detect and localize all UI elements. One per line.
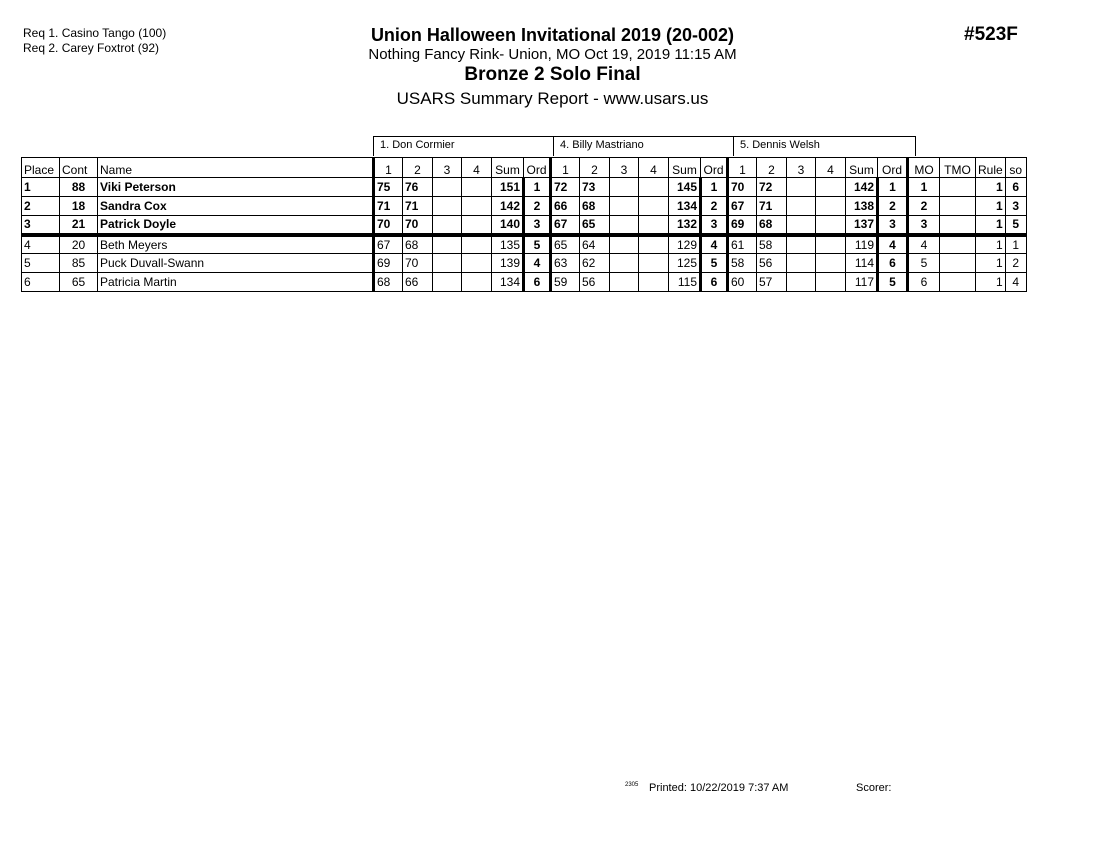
col-header-mo: MO xyxy=(908,158,940,178)
judge1-score1-cell: 69 xyxy=(374,254,403,273)
judge1-sum-cell: 134 xyxy=(492,273,524,292)
judge2-score3-cell xyxy=(610,273,639,292)
rule-cell: 1 xyxy=(976,273,1006,292)
judge2-sum-cell: 134 xyxy=(669,197,701,216)
judge2-ordinal-cell: 2 xyxy=(701,197,728,216)
judge2-sum-cell: 115 xyxy=(669,273,701,292)
judge3-score2-cell: 57 xyxy=(757,273,787,292)
judge-header-1: 1. Don Cormier xyxy=(373,136,554,156)
judge1-score3-cell xyxy=(433,254,462,273)
requirement-1: Req 1. Casino Tango (100) xyxy=(23,26,167,40)
judge2-score3-cell xyxy=(610,254,639,273)
judge2-score2-cell: 64 xyxy=(580,235,610,254)
judge2-score3-cell xyxy=(610,178,639,197)
judge2-score3-cell xyxy=(610,235,639,254)
tmo-cell xyxy=(940,216,976,235)
judge3-score3-cell xyxy=(787,216,816,235)
judge2-score4-cell xyxy=(639,216,669,235)
col-header-judge2-score3: 3 xyxy=(610,158,639,178)
judge1-sum-cell: 151 xyxy=(492,178,524,197)
judge2-score2-cell: 56 xyxy=(580,273,610,292)
place-cell: 6 xyxy=(22,273,60,292)
judge3-sum-cell: 138 xyxy=(846,197,878,216)
results-table xyxy=(21,157,1027,292)
judge1-ordinal-cell: 5 xyxy=(524,235,551,254)
judge2-score4-cell xyxy=(639,235,669,254)
col-header-judge2-score1: 1 xyxy=(551,158,580,178)
judge2-score4-cell xyxy=(639,273,669,292)
judge1-score1-cell: 67 xyxy=(374,235,403,254)
header-row xyxy=(22,158,1027,178)
col-header-judge3-score1: 1 xyxy=(728,158,757,178)
judge3-ordinal-cell: 2 xyxy=(878,197,908,216)
tmo-cell xyxy=(940,254,976,273)
event-title: Bronze 2 Solo Final xyxy=(464,64,641,85)
skater-name-cell: Viki Peterson xyxy=(98,178,374,197)
table-row xyxy=(22,197,1027,216)
judge3-score3-cell xyxy=(787,178,816,197)
col-header-judge3-ord: Ord xyxy=(878,158,908,178)
printed-timestamp: Printed: 10/22/2019 7:37 AM xyxy=(649,782,789,794)
tmo-cell xyxy=(940,273,976,292)
judge1-score2-cell: 68 xyxy=(403,235,433,254)
skater-name-cell: Beth Meyers xyxy=(98,235,374,254)
contestant-number-cell: 20 xyxy=(60,235,98,254)
judge1-score4-cell xyxy=(462,178,492,197)
judge3-sum-cell: 142 xyxy=(846,178,878,197)
col-header-judge1-score4: 4 xyxy=(462,158,492,178)
table-row xyxy=(22,273,1027,292)
place-cell: 5 xyxy=(22,254,60,273)
judge1-score3-cell xyxy=(433,178,462,197)
judge3-score4-cell xyxy=(816,197,846,216)
judge2-ordinal-cell: 6 xyxy=(701,273,728,292)
footer-code: 2305 xyxy=(625,782,639,788)
judge2-ordinal-cell: 4 xyxy=(701,235,728,254)
judge-header-3: 5. Dennis Welsh xyxy=(733,136,916,156)
table-row xyxy=(22,178,1027,197)
judge1-score2-cell: 76 xyxy=(403,178,433,197)
judge1-score1-cell: 71 xyxy=(374,197,403,216)
judge2-score4-cell xyxy=(639,254,669,273)
report-header xyxy=(300,24,805,111)
judge3-score1-cell: 60 xyxy=(728,273,757,292)
skater-name-cell: Patrick Doyle xyxy=(98,216,374,235)
judge3-sum-cell: 137 xyxy=(846,216,878,235)
so-cell: 5 xyxy=(1005,216,1026,235)
judge2-score2-cell: 68 xyxy=(580,197,610,216)
judge3-score4-cell xyxy=(816,235,846,254)
judge1-score4-cell xyxy=(462,273,492,292)
table-row xyxy=(22,235,1027,254)
judge1-ordinal-cell: 4 xyxy=(524,254,551,273)
judge3-score2-cell: 58 xyxy=(757,235,787,254)
judge1-sum-cell: 135 xyxy=(492,235,524,254)
judge3-score4-cell xyxy=(816,254,846,273)
col-header-judge1-sum: Sum xyxy=(492,158,524,178)
judge3-score3-cell xyxy=(787,235,816,254)
judge3-ordinal-cell: 1 xyxy=(878,178,908,197)
place-cell: 1 xyxy=(22,178,60,197)
judge3-score1-cell: 70 xyxy=(728,178,757,197)
col-header-judge1-score3: 3 xyxy=(433,158,462,178)
col-header-so: so xyxy=(1005,158,1026,178)
judge3-score1-cell: 67 xyxy=(728,197,757,216)
tmo-cell xyxy=(940,178,976,197)
judge2-score2-cell: 65 xyxy=(580,216,610,235)
col-header-cont: Cont xyxy=(60,158,98,178)
rule-cell: 1 xyxy=(976,254,1006,273)
judge1-ordinal-cell: 1 xyxy=(524,178,551,197)
rule-cell: 1 xyxy=(976,197,1006,216)
judge2-ordinal-cell: 3 xyxy=(701,216,728,235)
mo-cell: 2 xyxy=(908,197,940,216)
col-header-judge3-sum: Sum xyxy=(846,158,878,178)
judge1-ordinal-cell: 2 xyxy=(524,197,551,216)
skater-name-cell: Patricia Martin xyxy=(98,273,374,292)
so-cell: 6 xyxy=(1005,178,1026,197)
judge3-score2-cell: 71 xyxy=(757,197,787,216)
judge3-sum-cell: 117 xyxy=(846,273,878,292)
judge3-score2-cell: 72 xyxy=(757,178,787,197)
judge3-ordinal-cell: 6 xyxy=(878,254,908,273)
mo-cell: 1 xyxy=(908,178,940,197)
judge3-ordinal-cell: 5 xyxy=(878,273,908,292)
judge1-score4-cell xyxy=(462,254,492,273)
col-header-judge2-score4: 4 xyxy=(639,158,669,178)
mo-cell: 4 xyxy=(908,235,940,254)
judge1-score3-cell xyxy=(433,235,462,254)
judge3-score2-cell: 56 xyxy=(757,254,787,273)
col-header-tmo: TMO xyxy=(940,158,976,178)
judge2-score1-cell: 63 xyxy=(551,254,580,273)
judge1-score2-cell: 66 xyxy=(403,273,433,292)
mo-cell: 5 xyxy=(908,254,940,273)
judge1-score3-cell xyxy=(433,273,462,292)
judge2-sum-cell: 145 xyxy=(669,178,701,197)
judge2-score1-cell: 72 xyxy=(551,178,580,197)
col-header-name: Name xyxy=(98,158,374,178)
judge1-sum-cell: 140 xyxy=(492,216,524,235)
table-row xyxy=(22,216,1027,235)
judge3-score4-cell xyxy=(816,273,846,292)
judge2-score3-cell xyxy=(610,197,639,216)
judge1-score4-cell xyxy=(462,235,492,254)
judge2-sum-cell: 129 xyxy=(669,235,701,254)
judge2-score1-cell: 66 xyxy=(551,197,580,216)
judge3-score1-cell: 58 xyxy=(728,254,757,273)
judge2-score1-cell: 67 xyxy=(551,216,580,235)
skater-name-cell: Puck Duvall-Swann xyxy=(98,254,374,273)
judge3-sum-cell: 114 xyxy=(846,254,878,273)
judge1-ordinal-cell: 6 xyxy=(524,273,551,292)
col-header-judge3-score4: 4 xyxy=(816,158,846,178)
judge3-score4-cell xyxy=(816,216,846,235)
place-cell: 2 xyxy=(22,197,60,216)
contestant-number-cell: 88 xyxy=(60,178,98,197)
judge2-ordinal-cell: 5 xyxy=(701,254,728,273)
contestant-number-cell: 18 xyxy=(60,197,98,216)
judge-header-2: 4. Billy Mastriano xyxy=(553,136,734,156)
judge3-score1-cell: 69 xyxy=(728,216,757,235)
col-header-rule: Rule xyxy=(976,158,1006,178)
scorer-label: Scorer: xyxy=(856,782,892,794)
judge1-sum-cell: 139 xyxy=(492,254,524,273)
rule-cell: 1 xyxy=(976,235,1006,254)
table-row xyxy=(22,254,1027,273)
tmo-cell xyxy=(940,197,976,216)
so-cell: 4 xyxy=(1005,273,1026,292)
judge3-score3-cell xyxy=(787,254,816,273)
judge2-sum-cell: 132 xyxy=(669,216,701,235)
judge1-score1-cell: 68 xyxy=(374,273,403,292)
judge3-score1-cell: 61 xyxy=(728,235,757,254)
col-header-judge1-score2: 2 xyxy=(403,158,433,178)
so-cell: 3 xyxy=(1005,197,1026,216)
judge1-ordinal-cell: 3 xyxy=(524,216,551,235)
judge2-sum-cell: 125 xyxy=(669,254,701,273)
judge3-score4-cell xyxy=(816,178,846,197)
mo-cell: 3 xyxy=(908,216,940,235)
col-header-judge2-ord: Ord xyxy=(701,158,728,178)
judge1-sum-cell: 142 xyxy=(492,197,524,216)
judge2-ordinal-cell: 1 xyxy=(701,178,728,197)
contestant-number-cell: 21 xyxy=(60,216,98,235)
col-header-judge1-score1: 1 xyxy=(374,158,403,178)
judge1-score2-cell: 70 xyxy=(403,254,433,273)
judge1-score4-cell xyxy=(462,216,492,235)
judge3-sum-cell: 119 xyxy=(846,235,878,254)
judge2-score4-cell xyxy=(639,178,669,197)
col-header-judge2-score2: 2 xyxy=(580,158,610,178)
judge1-score3-cell xyxy=(433,197,462,216)
report-title: USARS Summary Report - www.usars.us xyxy=(396,89,709,108)
mo-cell: 6 xyxy=(908,273,940,292)
judge2-score3-cell xyxy=(610,216,639,235)
judge2-score2-cell: 62 xyxy=(580,254,610,273)
judge3-ordinal-cell: 4 xyxy=(878,235,908,254)
judge1-score4-cell xyxy=(462,197,492,216)
so-cell: 1 xyxy=(1005,235,1026,254)
col-header-judge3-score2: 2 xyxy=(757,158,787,178)
judge1-score2-cell: 70 xyxy=(403,216,433,235)
rule-cell: 1 xyxy=(976,216,1006,235)
requirement-2: Req 2. Carey Foxtrot (92) xyxy=(23,41,160,55)
col-header-judge3-score3: 3 xyxy=(787,158,816,178)
tmo-cell xyxy=(940,235,976,254)
judge3-ordinal-cell: 3 xyxy=(878,216,908,235)
rule-cell: 1 xyxy=(976,178,1006,197)
judge3-score3-cell xyxy=(787,273,816,292)
so-cell: 2 xyxy=(1005,254,1026,273)
competition-location: Nothing Fancy Rink- Union, MO Oct 19, 2019 11:15 AM xyxy=(368,46,737,63)
judge1-score1-cell: 70 xyxy=(374,216,403,235)
judge3-score2-cell: 68 xyxy=(757,216,787,235)
contestant-number-cell: 85 xyxy=(60,254,98,273)
place-cell: 4 xyxy=(22,235,60,254)
judge2-score1-cell: 65 xyxy=(551,235,580,254)
judge1-score1-cell: 75 xyxy=(374,178,403,197)
col-header-judge1-ord: Ord xyxy=(524,158,551,178)
skater-name-cell: Sandra Cox xyxy=(98,197,374,216)
judge2-score4-cell xyxy=(639,197,669,216)
judge3-score3-cell xyxy=(787,197,816,216)
col-header-judge2-sum: Sum xyxy=(669,158,701,178)
place-cell: 3 xyxy=(22,216,60,235)
col-header-place: Place xyxy=(22,158,60,178)
judge2-score1-cell: 59 xyxy=(551,273,580,292)
competition-title: Union Halloween Invitational 2019 (20-002) xyxy=(370,25,735,45)
event-code: #523F xyxy=(964,24,1018,45)
judge1-score2-cell: 71 xyxy=(403,197,433,216)
judge2-score2-cell: 73 xyxy=(580,178,610,197)
contestant-number-cell: 65 xyxy=(60,273,98,292)
judge1-score3-cell xyxy=(433,216,462,235)
